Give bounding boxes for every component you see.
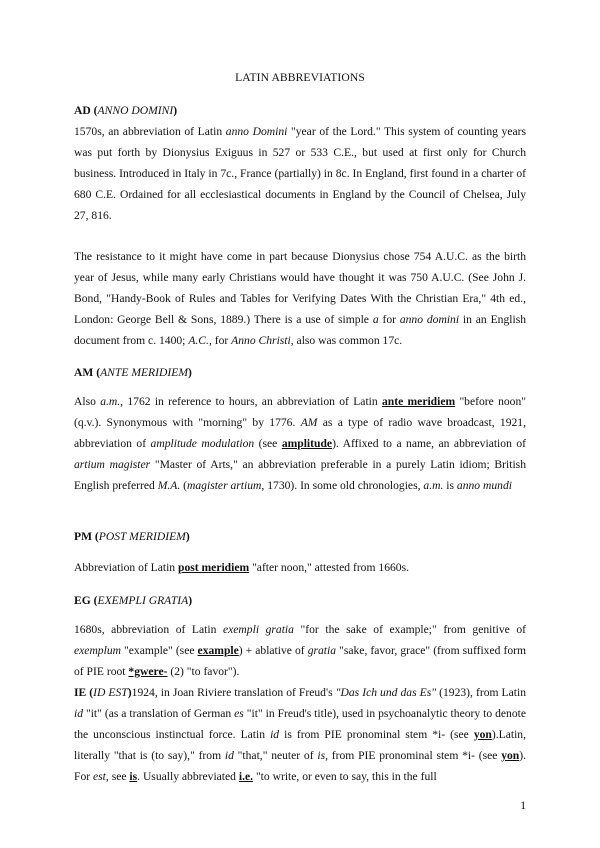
text: , 1730). In some old chronologies, <box>261 478 424 492</box>
text: in an English document from c. 1400; <box>74 312 526 347</box>
heading-term: ANTE MERIDIEM <box>100 366 188 379</box>
text: "for the sake of example;" from genitive of <box>293 623 527 636</box>
entry-body-eg <box>74 620 526 683</box>
text: "it" (as a translation of German <box>83 706 235 720</box>
text-italic: amplitude modulation <box>150 436 255 450</box>
text: 1570s, an abbreviation of Latin <box>74 125 226 138</box>
heading-close: ) <box>188 594 193 607</box>
text: 1924, in Joan Riviere translation of Freud's <box>131 686 336 699</box>
text-italic: id <box>270 727 280 741</box>
text: "Master of Arts," an abbreviation preferable in a purely Latin idiom; British English preferred <box>74 457 526 492</box>
text: , 1762 in reference to hours, an abbreviation of Latin <box>120 395 382 408</box>
link-yon[interactable]: yon <box>473 727 492 741</box>
text: "before noon" (q.v.). Synonymous with "morning" by 1776. <box>74 395 526 429</box>
heading-code: AM ( <box>74 366 101 379</box>
text: , for <box>208 333 232 347</box>
entry-body-am <box>74 392 526 497</box>
text-italic: M.A. <box>157 478 181 492</box>
heading-code: IE ( <box>74 686 94 699</box>
text: (1923), from Latin <box>436 686 527 699</box>
text: 1680s, abbreviation of Latin <box>74 623 223 636</box>
link-amplitude[interactable]: amplitude <box>281 436 333 450</box>
text-italic: magister artium <box>187 478 262 492</box>
text-italic: A.C. <box>188 333 209 347</box>
text-italic: is <box>317 748 326 762</box>
text: "sake, favor, grace" (from suffixed form of PIE root <box>74 643 526 678</box>
text-italic: gratia <box>307 643 337 657</box>
text: "that," neuter of <box>233 748 318 762</box>
heading-term: ANNO DOMINI <box>97 104 174 117</box>
heading-term: EXEMPLI GRATIA <box>97 594 189 607</box>
entry-body-ad-2 <box>74 247 526 352</box>
text: is <box>443 478 457 492</box>
text-italic: AM <box>300 415 318 429</box>
text-italic: id <box>224 748 234 762</box>
text: ). For <box>74 748 526 783</box>
text: ).Latin, literally "that is (to say)," from <box>74 727 526 762</box>
text-italic: artium magister <box>74 457 151 471</box>
document-title: LATIN ABBREVIATIONS <box>235 71 365 84</box>
entry-heading-pm <box>74 527 526 548</box>
text: "after noon," attested from 1660s. <box>249 561 409 574</box>
text-italic: anno domini <box>399 312 460 326</box>
link-yon[interactable]: yon <box>501 748 520 762</box>
text-italic: Anno Christi <box>231 333 291 347</box>
text: "year of the Lord." This system of counting years was put forth by Dionysius Exiguus in 527 or 533 C.E., but used at first only for Church business. Introduced in Italy in 7c., France (partially) in 8c. In England, first found in a charter of 680 C.E. Ordained for all ecclesiastical documents in England by the Council of Chelsea, July 27, 816. <box>74 125 527 222</box>
text: "example" (see <box>121 643 198 657</box>
text: , see <box>105 769 130 783</box>
link-example[interactable]: example <box>197 643 239 657</box>
heading-code: PM ( <box>74 530 99 543</box>
text-italic: id <box>74 706 84 720</box>
entry-body-ad-1 <box>74 122 526 227</box>
text: ( <box>180 478 188 492</box>
text: is from PIE pronominal stem *i- (see <box>279 727 474 741</box>
text: ). Affixed to a name, an abbreviation of <box>332 436 526 450</box>
link-ante-meridiem[interactable]: ante meridiem <box>381 395 456 408</box>
entry-heading-ad <box>74 101 526 122</box>
heading-code: EG ( <box>74 594 98 607</box>
text: The resistance to it might have come in part because Dionysius chose 754 A.U.C. as the birth year of Jesus, while many early Christians would have thought it was 750 A.U.C. (See John J. Bond, "Handy-Book of Rules and Tables for Verifying Dates With the Christian Era," 4th ed., London: George Bell & Sons, 1889.) There is a use of simple <box>74 250 526 326</box>
page-number: 1 <box>520 799 526 812</box>
heading-close: ) <box>127 686 132 699</box>
heading-close: ) <box>185 530 190 543</box>
heading-code: AD ( <box>74 104 98 117</box>
entry-ie <box>74 683 526 788</box>
entry-heading-eg <box>74 591 526 612</box>
link-ie[interactable]: i.e. <box>238 769 254 783</box>
heading-close: ) <box>173 104 178 117</box>
text: (see <box>254 436 282 450</box>
text-italic: anno mundi <box>456 478 512 492</box>
text: "to write, or even to say, this in the full <box>253 769 437 783</box>
heading-term: POST MERIDIEM <box>98 530 186 543</box>
text-italic: a.m. <box>100 395 121 408</box>
entry-heading-am <box>74 363 526 384</box>
link-gwere[interactable]: *gwere- <box>128 664 168 678</box>
text-italic: a <box>372 312 379 326</box>
text-italic: anno Domini <box>225 125 288 138</box>
text: Also <box>74 395 101 408</box>
text-italic: "Das Ich und das Es" <box>335 686 437 699</box>
text: ) + ablative of <box>238 643 308 657</box>
text: (2) "to favor"). <box>167 664 240 678</box>
text: , also was common 17c. <box>290 333 403 347</box>
link-post-meridiem[interactable]: post meridiem <box>178 561 250 574</box>
heading-term: ID EST <box>93 686 128 699</box>
text: "it" in Freud's title), used in psychoanalytic theory to denote the unconscious instinctual force. Latin <box>74 706 526 741</box>
text-italic: exempli gratia <box>222 623 294 636</box>
text-italic: exemplum <box>74 643 121 657</box>
text-italic: a.m. <box>423 478 444 492</box>
link-is[interactable]: is <box>129 769 138 783</box>
text: Abbreviation of Latin <box>74 561 178 574</box>
text-italic: es <box>234 706 244 720</box>
entry-body-pm <box>74 558 526 579</box>
text: , from PIE pronominal stem *i- (see <box>325 748 502 762</box>
text-italic: est <box>93 769 106 783</box>
text: for <box>378 312 400 326</box>
text: as a type of radio wave broadcast, 1921, abbreviation of <box>74 415 526 450</box>
heading-close: ) <box>187 366 192 379</box>
text: . Usually abbreviated <box>137 769 239 783</box>
